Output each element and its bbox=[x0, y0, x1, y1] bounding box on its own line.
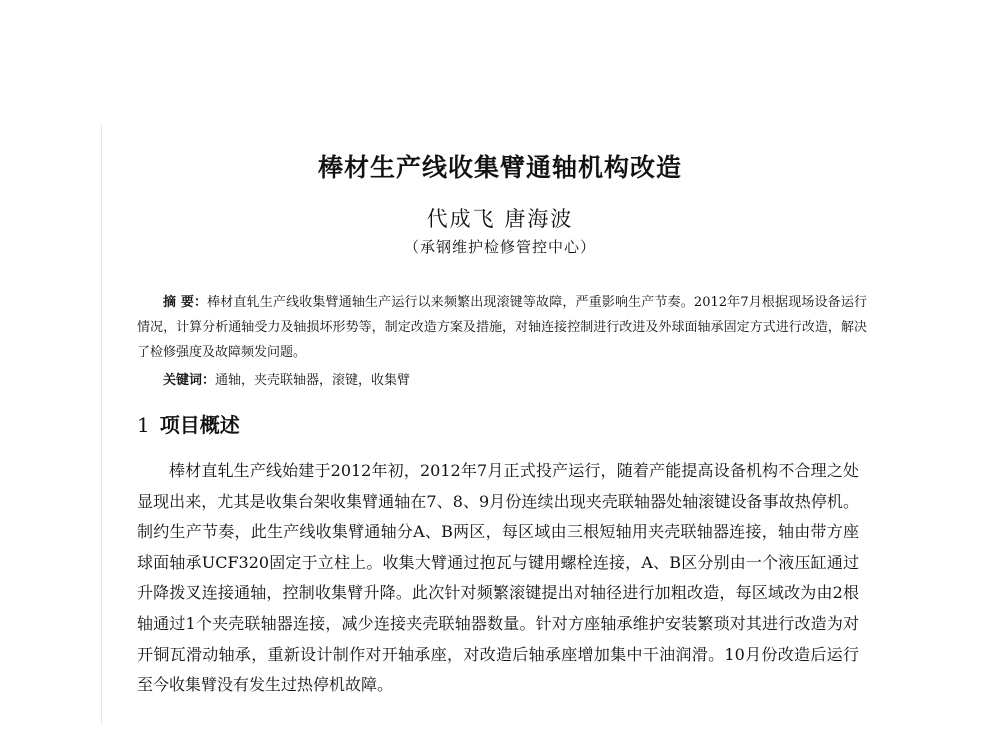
paper-title: 棒材生产线收集臂通轴机构改造 bbox=[317, 153, 682, 182]
paper-affiliation: （承钢维护检修管控中心） bbox=[403, 238, 596, 256]
section-1-title: 项目概述 bbox=[159, 413, 240, 437]
abstract-label: 摘 要： bbox=[163, 295, 208, 310]
abstract-paragraph bbox=[137, 290, 867, 365]
section-1-heading bbox=[137, 409, 240, 438]
abstract-block bbox=[137, 290, 867, 365]
section-1-body bbox=[137, 456, 859, 701]
keywords-text: 通轴，夹壳联轴器，滚键，收集臂 bbox=[215, 373, 411, 388]
section-1-paragraph: 棒材直轧生产线始建于2012年初，2012年7月正式投产运行，随着产能提高设备机构不合理之处显现出来，尤其是收集台架收集臂通轴在7、8、9月份连续出现夹壳联轴器处轴滚键设备事故热停机。制约生产节奏，此生产线收集臂通轴分A、B两区，每区域由三根短轴用夹壳联轴器连接，轴由带方座球面轴承UCF320固定于立柱上。收集大臂通过抱瓦与键用螺栓连接，A、B区分别由一个液压缸通过升降拨叉连接通轴，控制收集臂升降。此次针对频繁滚键提出对轴径进行加粗改造，每区域改为由2根轴通过1个夹壳联轴器连接，减少连接夹壳联轴器数量。针对方座轴承维护安装繁琐对其进行改造为对开铜瓦滑动轴承，重新设计制作对开轴承座，对改造后轴承座增加集中干油润滑。10月份改造后运行至今收集臂没有发生过热停机故障。 bbox=[137, 461, 859, 695]
keywords-block bbox=[137, 368, 867, 393]
section-1-number: 1 bbox=[137, 413, 150, 437]
abstract-text: 棒材直轧生产线收集臂通轴生产运行以来频繁出现滚键等故障，严重影响生产节奏。2012年7月根据现场设备运行情况，计算分析通轴受力及轴损坏形势等，制定改造方案及措施，对轴连接控制进行改进及外球面轴承固定方式进行改造，解决了检修强度及故障频发问题。 bbox=[137, 295, 867, 360]
paper-authors: 代成飞 唐海波 bbox=[426, 207, 574, 231]
keywords-label: 关键词： bbox=[163, 373, 216, 388]
